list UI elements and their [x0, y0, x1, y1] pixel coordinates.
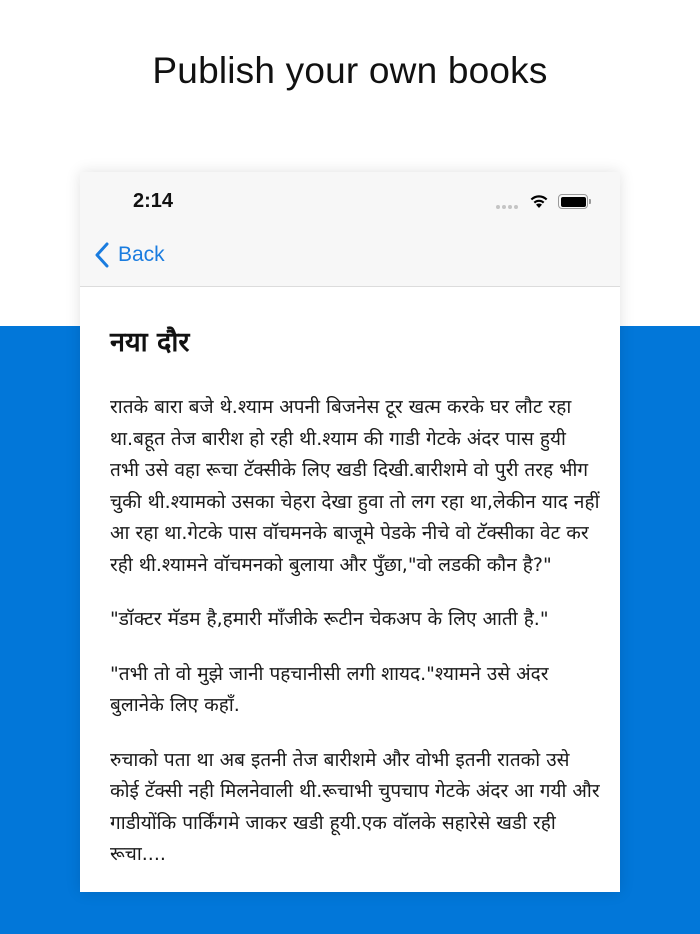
wifi-icon	[529, 192, 549, 209]
battery-icon	[558, 194, 588, 209]
marketing-headline: Publish your own books	[152, 50, 548, 91]
back-button[interactable]	[94, 242, 165, 268]
story-paragraph: रातके बारा बजे थे.श्याम अपनी बिजनेस टूर खत्म करके घर लौट रहा था.बहूत तेज बारीश हो रही थी.श्याम की गाडी गेटके अंदर पास हुयी तभी उसे वहा रूचा टॅक्सीके लिए खडी दिखी.बारीशमे वो पुरी तरह भीग चुकी थी.श्यामको उसका चेहरा देखा हुवा तो लग रहा था,लेकीन याद नहीं आ रहा था.गेटके पास वॉचमनके बाजूमे पेडके नीचे वो टॅक्सीका वेट कर रही थी.श्यामने वॉचमनको बुलाया और पुँछा,"वो लडकी कौन है?"	[110, 396, 600, 576]
story-content	[110, 287, 600, 871]
status-bar-time: 2:14	[133, 190, 174, 212]
story-title: नया दौर	[110, 327, 190, 358]
signal-dots-icon	[496, 205, 518, 209]
back-label: Back	[118, 243, 165, 266]
story-paragraph: रुचाको पता था अब इतनी तेज बारीशमे और वोभी इतनी रातको उसे कोई टॅक्सी नही मिलनेवाली थी.रूचाभी चुपचाप गेटके अंदर आ गयी और गाडीयोंकि पार्किंगमे जाकर खडी हूयी.एक वॉलके सहारेसे खडी रही रूचा....	[110, 748, 600, 865]
navigation-header	[80, 172, 620, 287]
story-paragraph: "तभी तो वो मुझे जानी पहचानीसी लगी शायद."श्यामने उसे अंदर बुलानेके लिए कहाँ.	[110, 662, 549, 716]
story-paragraph: "डॉक्टर मॅडम है,हमारी माँजीके रूटीन चेकअप के लिए आती है."	[110, 608, 549, 630]
phone-screen	[80, 172, 620, 892]
chevron-left-icon	[94, 242, 110, 268]
